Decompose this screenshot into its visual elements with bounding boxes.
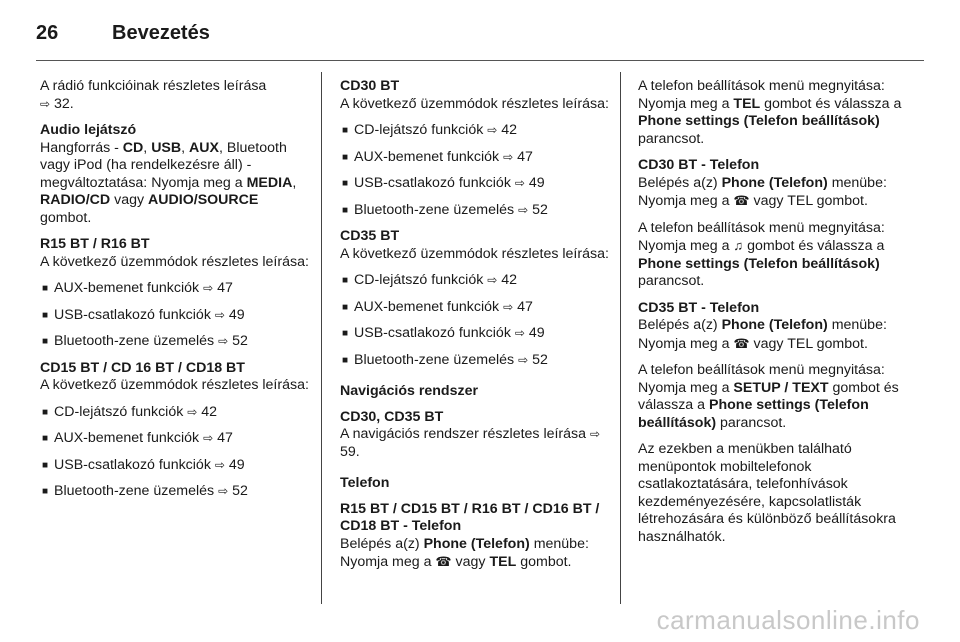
section-heading: CD30 BT	[340, 78, 400, 94]
page-ref[interactable]: 42	[201, 403, 218, 420]
section-heading: CD35 BT	[340, 228, 400, 244]
page-ref-icon: ⇨	[514, 326, 525, 340]
cd35-list	[340, 272, 612, 369]
section-subheading: R15 BT / CD15 BT / R16 BT / CD16 BT / CD18 BT - Telefon	[340, 500, 600, 534]
list-item: ■ USB-csatlakozó funkciók ⇨ 49	[340, 175, 612, 193]
cd30-section: CD30 BT A következő üzemmódok részletes leírása:	[340, 78, 612, 113]
page-ref[interactable]: 52	[532, 351, 548, 368]
page-ref-icon: ⇨	[487, 273, 498, 287]
cd35-telefon-section: CD35 BT - Telefon Belépés a(z) Phone (Telefon) menübe: Nyomja meg a ☎ vagy TEL gombot.	[638, 300, 910, 354]
page-ref-icon: ⇨	[203, 281, 214, 295]
page-ref-icon: ⇨	[40, 96, 51, 111]
list-item: ■ CD-lejátszó funkciók ⇨ 42	[40, 404, 312, 422]
list-item: ■ USB-csatlakozó funkciók ⇨ 49	[340, 325, 612, 343]
page-ref-icon: ⇨	[503, 149, 514, 164]
column-divider-2	[620, 72, 621, 604]
page-ref[interactable]: 42	[501, 272, 518, 288]
section-heading: CD35 BT - Telefon	[638, 299, 760, 316]
page-ref-icon: ⇨	[518, 202, 529, 217]
nav-section: Navigációs rendszer CD30, CD35 BT A navigációs rendszer részletes leírása ⇨ 59.	[340, 383, 612, 461]
section-heading: Audio lejátszó	[40, 122, 137, 138]
cd15-list	[40, 404, 312, 501]
page-ref[interactable]: 52	[232, 483, 248, 499]
page-header	[36, 18, 210, 48]
section-heading: CD15 BT / CD 16 BT / CD18 BT	[40, 359, 245, 376]
page-ref[interactable]: 49	[528, 325, 545, 341]
cd35-settings-paragraph: A telefon beállítások menü megnyitása: Nyomja meg a SETUP / TEXT gombot és válassza a Phone settings (Telefon beállítások) parancsot.	[638, 362, 899, 431]
intro-paragraph: A rádió funkcióinak részletes leírása ⇨ 32.	[40, 78, 267, 112]
page-ref[interactable]: 52	[532, 201, 548, 218]
page-ref[interactable]: 49	[528, 175, 545, 191]
column-2	[340, 78, 612, 581]
section-heading: Telefon	[340, 475, 390, 491]
page-ref-icon: ⇨	[187, 404, 198, 419]
page-ref-icon: ⇨	[503, 299, 514, 314]
cd30-telefon-section: CD30 BT - Telefon Belépés a(z) Phone (Telefon) menübe: Nyomja meg a ☎ vagy TEL gombot.	[638, 157, 910, 211]
cd30-list	[340, 122, 612, 219]
phone-settings-paragraph: A telefon beállítások menü megnyitása: Nyomja meg a TEL gombot és válassza a Phone settings (Telefon beállítások) parancsot.	[638, 78, 902, 147]
page-ref[interactable]: 49	[228, 456, 245, 473]
column-divider-1	[321, 72, 322, 604]
page-ref-icon: ⇨	[218, 484, 229, 498]
phone-icon: ☎	[733, 193, 750, 208]
page-ref[interactable]: 49	[228, 306, 245, 323]
phone-icon: ☎	[733, 335, 750, 351]
list-item: ■ CD-lejátszó funkciók ⇨ 42	[340, 122, 612, 140]
watermark: carmanualsonline.info	[656, 605, 920, 635]
page-ref[interactable]: 47	[217, 430, 233, 446]
list-item: ■ USB-csatlakozó funkciók ⇨ 49	[40, 457, 312, 475]
list-item: ■ Bluetooth-zene üzemelés ⇨ 52	[340, 352, 612, 370]
page-number: 26	[36, 21, 59, 44]
page-ref[interactable]: 32.	[54, 95, 74, 112]
list-item: ■ AUX-bemenet funkciók ⇨ 47	[340, 149, 612, 167]
page-ref[interactable]: 47	[517, 298, 533, 315]
page-ref-icon: ⇨	[487, 123, 498, 137]
column-3	[638, 78, 910, 555]
list-item: ■ AUX-bemenet funkciók ⇨ 47	[40, 430, 312, 448]
section-heading: Navigációs rendszer	[340, 383, 478, 399]
phone-icon: ☎	[435, 554, 452, 569]
r15-section: R15 BT / R16 BT A következő üzemmódok részletes leírása:	[40, 236, 312, 271]
page-ref-icon: ⇨	[214, 457, 225, 472]
page-ref[interactable]: 47	[517, 148, 533, 165]
page-ref-icon: ⇨	[518, 352, 529, 367]
page-ref[interactable]: 42	[501, 122, 518, 138]
page-ref[interactable]: 52	[232, 333, 248, 349]
final-paragraph: Az ezekben a menükben található menüpontok mobiltelefonok csatlakoztatására, telefonhívások kezdeményezésére, kapcsolatlisták létrehozására és különböző beállításokra használhatók.	[638, 441, 896, 545]
list-item: ■ Bluetooth-zene üzemelés ⇨ 52	[40, 483, 312, 501]
list-item: ■ AUX-bemenet funkciók ⇨ 47	[40, 280, 312, 298]
cd15-section: CD15 BT / CD 16 BT / CD18 BT A következő üzemmódok részletes leírása:	[40, 360, 312, 395]
page-ref[interactable]: 59.	[340, 443, 360, 460]
list-item: ■ Bluetooth-zene üzemelés ⇨ 52	[40, 333, 312, 351]
cd30-settings-paragraph: A telefon beállítások menü megnyitása: Nyomja meg a ♫ gombot és válassza a Phone settings (Telefon beállítások) parancsot.	[638, 219, 885, 289]
page-ref-icon: ⇨	[218, 334, 229, 348]
column-1	[40, 78, 312, 510]
page-title: Bevezetés	[112, 21, 210, 44]
cd35-section: CD35 BT A következő üzemmódok részletes leírása:	[340, 228, 612, 263]
list-item: ■ USB-csatlakozó funkciók ⇨ 49	[40, 307, 312, 325]
page-ref-icon: ⇨	[203, 431, 214, 445]
section-heading: R15 BT / R16 BT	[40, 236, 150, 252]
page-ref-icon: ⇨	[514, 176, 525, 190]
music-icon: ♫	[733, 238, 744, 253]
audio-section: Audio lejátszó Hangforrás - CD, USB, AUX, Bluetooth vagy iPod (ha rendelkezésre áll) - megváltoztatása: Nyomja meg a MEDIA, RADIO/CD vagy AUDIO/SOURCE gombot.	[40, 122, 312, 227]
section-heading: CD30 BT - Telefon	[638, 157, 760, 173]
list-item: ■ AUX-bemenet funkciók ⇨ 47	[340, 299, 612, 317]
list-item: ■ CD-lejátszó funkciók ⇨ 42	[340, 272, 612, 290]
header-rule	[36, 60, 924, 61]
page-ref[interactable]: 47	[217, 280, 233, 296]
page-ref-icon: ⇨	[590, 427, 601, 441]
page-ref-icon: ⇨	[214, 307, 225, 322]
telefon-section: Telefon R15 BT / CD15 BT / R16 BT / CD16 BT / CD18 BT - Telefon Belépés a(z) Phone (Telefon) menübe: Nyomja meg a ☎ vagy TEL gombot.	[340, 475, 612, 572]
r15-list	[40, 280, 312, 351]
list-item: ■ Bluetooth-zene üzemelés ⇨ 52	[340, 202, 612, 220]
section-subheading: CD30, CD35 BT	[340, 408, 444, 425]
